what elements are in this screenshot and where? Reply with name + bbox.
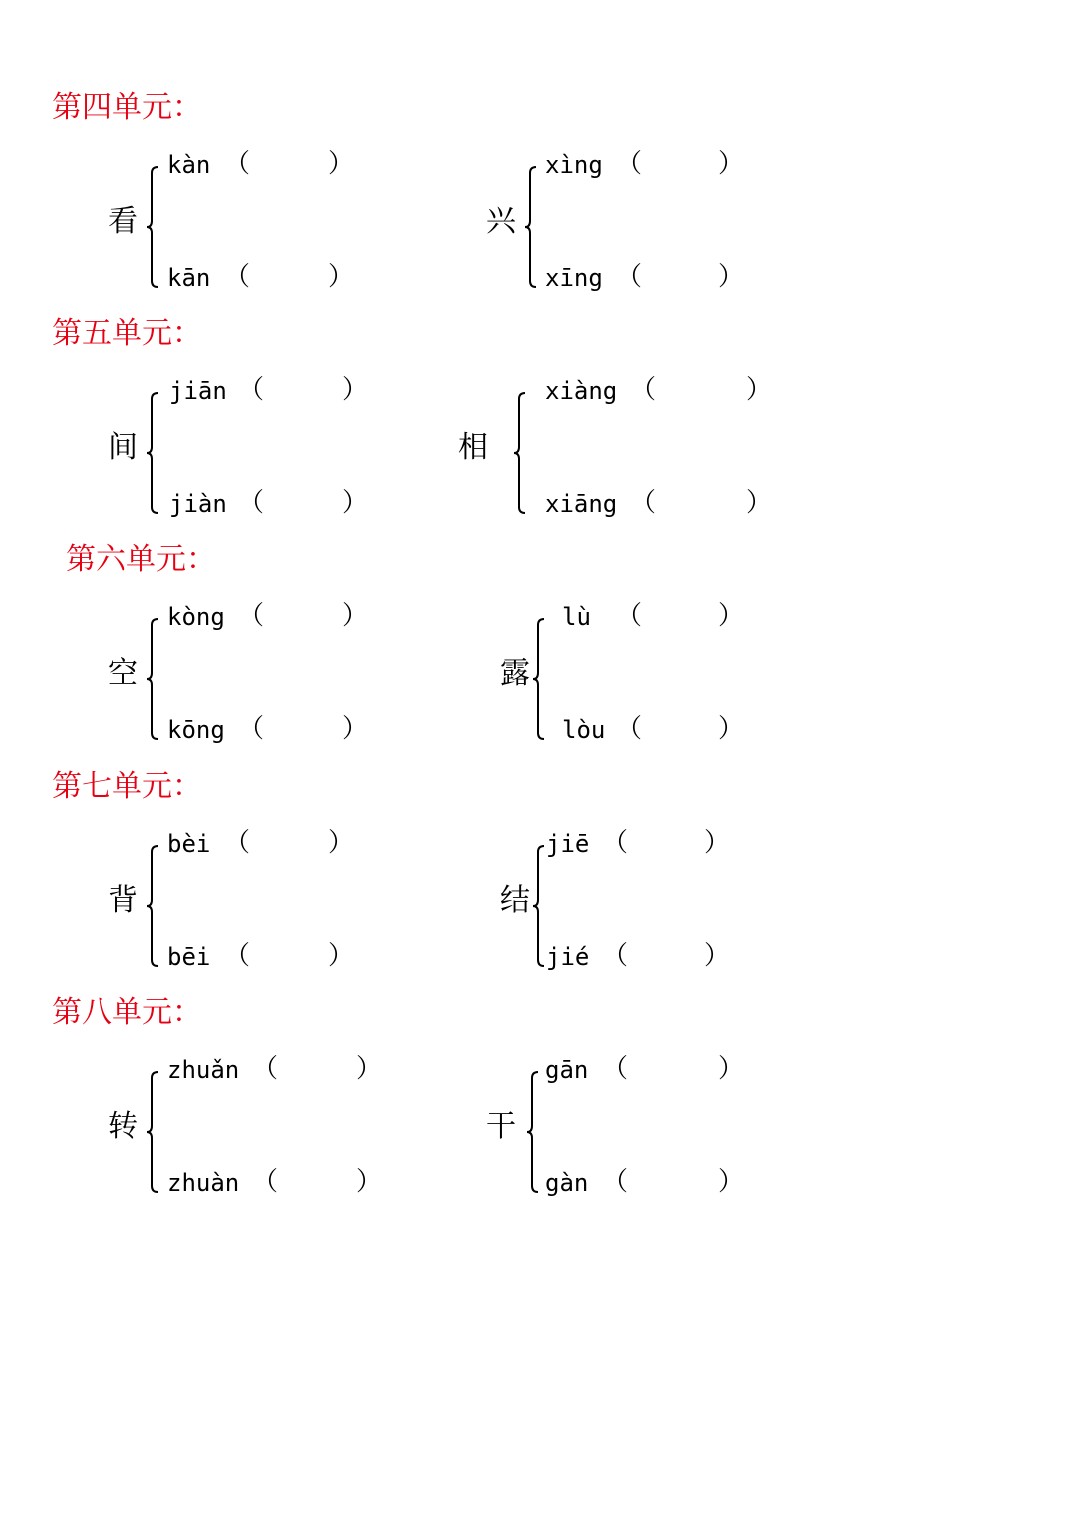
open-paren: （	[602, 1167, 629, 1197]
reading-row	[169, 379, 227, 403]
reading-row	[545, 266, 603, 290]
brace-icon	[146, 1070, 166, 1194]
reading-row	[167, 605, 225, 629]
reading-row	[562, 718, 605, 742]
pinyin: jiān	[169, 377, 227, 405]
reading-row	[167, 832, 210, 856]
character: 干	[486, 1109, 516, 1144]
close-paren: ）	[718, 1054, 745, 1084]
open-paren: （	[602, 941, 629, 971]
open-paren: （	[224, 828, 251, 858]
pinyin: lòu	[562, 716, 606, 744]
brace-icon	[513, 391, 533, 515]
close-paren: ）	[342, 488, 369, 518]
close-paren: ）	[718, 262, 745, 292]
pinyin: xiāng	[545, 490, 618, 518]
character: 空	[108, 656, 138, 691]
open-paren: （	[224, 262, 251, 292]
open-paren: （	[224, 941, 251, 971]
pinyin: xīng	[545, 264, 603, 292]
brace-icon	[524, 165, 544, 289]
reading-row	[545, 1058, 588, 1082]
close-paren: ）	[342, 375, 369, 405]
close-paren: ）	[328, 262, 355, 292]
pinyin: gān	[545, 1056, 589, 1084]
pinyin: xiàng	[545, 377, 618, 405]
polyphone-group	[486, 145, 866, 305]
brace-icon	[146, 844, 166, 968]
pinyin: kōng	[167, 716, 225, 744]
open-paren: （	[252, 1167, 279, 1197]
close-paren: ）	[342, 714, 369, 744]
open-paren: （	[630, 375, 657, 405]
open-paren: （	[238, 488, 265, 518]
polyphone-group	[108, 1050, 488, 1210]
unit-title-4: 第四单元：	[52, 90, 202, 125]
character: 看	[108, 204, 138, 239]
reading-row	[545, 379, 617, 403]
character: 结	[500, 883, 530, 918]
close-paren: ）	[356, 1054, 383, 1084]
reading-row	[167, 1171, 239, 1195]
unit-title-8: 第八单元：	[52, 995, 202, 1030]
open-paren: （	[616, 149, 643, 179]
pinyin: bèi	[167, 830, 211, 858]
close-paren: ）	[328, 941, 355, 971]
pinyin: bēi	[167, 943, 211, 971]
close-paren: ）	[718, 1167, 745, 1197]
open-paren: （	[616, 601, 643, 631]
pinyin: zhuàn	[167, 1169, 240, 1197]
pinyin: kàn	[167, 151, 211, 179]
pinyin: xìng	[545, 151, 603, 179]
open-paren: （	[238, 601, 265, 631]
brace-icon	[532, 617, 552, 741]
open-paren: （	[238, 375, 265, 405]
close-paren: ）	[718, 601, 745, 631]
brace-icon	[146, 391, 166, 515]
character: 背	[108, 883, 138, 918]
character: 露	[500, 656, 530, 691]
pinyin: jié	[546, 943, 590, 971]
close-paren: ）	[328, 149, 355, 179]
open-paren: （	[252, 1054, 279, 1084]
polyphone-group	[108, 597, 488, 757]
brace-icon	[146, 617, 166, 741]
reading-row	[167, 1058, 239, 1082]
polyphone-group	[500, 824, 880, 984]
reading-row	[546, 945, 589, 969]
pinyin: zhuǎn	[167, 1056, 240, 1084]
reading-row	[545, 153, 603, 177]
close-paren: ）	[746, 488, 773, 518]
reading-row	[562, 605, 591, 629]
pinyin: lù	[562, 603, 591, 631]
character: 兴	[486, 204, 516, 239]
reading-row	[167, 266, 210, 290]
pinyin: kān	[167, 264, 211, 292]
reading-row	[167, 945, 210, 969]
reading-row	[545, 1171, 588, 1195]
close-paren: ）	[356, 1167, 383, 1197]
reading-row	[167, 153, 210, 177]
reading-row	[167, 718, 225, 742]
pinyin: jiàn	[169, 490, 227, 518]
close-paren: ）	[718, 149, 745, 179]
close-paren: ）	[342, 601, 369, 631]
character: 间	[108, 430, 138, 465]
open-paren: （	[616, 262, 643, 292]
open-paren: （	[630, 488, 657, 518]
polyphone-group	[500, 597, 880, 757]
pinyin: gàn	[545, 1169, 589, 1197]
close-paren: ）	[718, 714, 745, 744]
open-paren: （	[224, 149, 251, 179]
open-paren: （	[602, 1054, 629, 1084]
brace-icon	[146, 165, 166, 289]
pinyin: kòng	[167, 603, 225, 631]
open-paren: （	[616, 714, 643, 744]
close-paren: ）	[704, 941, 731, 971]
unit-title-5: 第五单元：	[52, 316, 202, 351]
close-paren: ）	[328, 828, 355, 858]
polyphone-group	[458, 371, 838, 531]
polyphone-group	[108, 371, 488, 531]
close-paren: ）	[704, 828, 731, 858]
reading-row	[545, 492, 617, 516]
character: 转	[108, 1109, 138, 1144]
open-paren: （	[602, 828, 629, 858]
polyphone-group	[486, 1050, 866, 1210]
polyphone-group	[108, 145, 488, 305]
unit-title-7: 第七单元：	[52, 769, 202, 804]
open-paren: （	[238, 714, 265, 744]
reading-row	[169, 492, 227, 516]
close-paren: ）	[746, 375, 773, 405]
polyphone-group	[108, 824, 488, 984]
brace-icon	[526, 1070, 546, 1194]
character: 相	[458, 430, 488, 465]
unit-title-6: 第六单元：	[66, 542, 216, 577]
pinyin: jiē	[546, 830, 590, 858]
reading-row	[546, 832, 589, 856]
